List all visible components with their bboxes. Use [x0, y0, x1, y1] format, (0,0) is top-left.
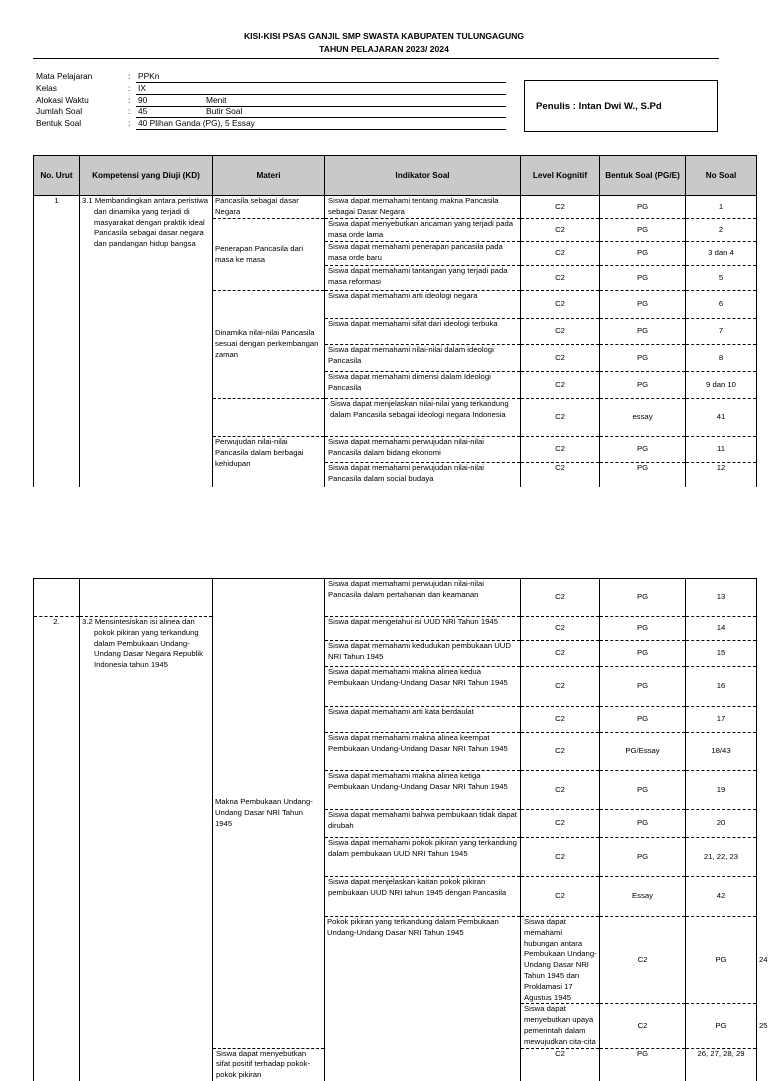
no-soal-cell: 18/43 — [686, 733, 757, 771]
indikator-cell: Siswa dapat memahami perwujudan nilai-nilai Pancasila dalam pertahanan dan keamanan — [325, 579, 521, 617]
col-header-kd: Kompetensi yang Diuji (KD) — [80, 156, 213, 196]
table-row: Pokok pikiran yang terkandung dalam Pembukaan Undang-Undang Dasar NRI Tahun 1945 Siswa dapat memahami hubungan antara Pembukaan Undang-Undang Dasar NRI Tahun 1945 dan Proklamasi 17 Agustus 1945 C2 PG 24 — [34, 917, 757, 1004]
kd-cell: 3.1 Membandingkan antara peristiwa dan dinamika yang terjadi di masyarakat dengan praktik ideal Pancasila sebagai dasar negara dan pandangan hidup bangsa — [80, 196, 213, 487]
meta-colon: : — [128, 118, 131, 129]
meta-colon: : — [128, 71, 131, 81]
bentuk-cell: PG — [600, 219, 686, 242]
bentuk-cell: PG — [600, 196, 686, 219]
meta-underline — [136, 82, 506, 83]
materi-cell: Perwujudan nilai-nilai Pancasila dalam berbagai kehidupan — [213, 437, 325, 487]
no-soal-cell: 11 — [686, 437, 757, 463]
no-soal-cell: 15 — [686, 641, 757, 667]
bentuk-cell: PG — [600, 667, 686, 707]
no-soal-cell: 5 — [686, 266, 757, 291]
bentuk-cell: PG — [600, 291, 686, 319]
meta-label: Kelas — [36, 82, 57, 93]
indikator-cell: Siswa dapat memahami tentang makna Pancasila sebagai Dasar Negara — [325, 196, 521, 219]
indikator-cell: Siswa dapat memahami makna alinea ketiga Pembukaan Undang-Undang Dasar NRI Tahun 1945 — [325, 771, 521, 810]
meta-value: 45 — [138, 106, 148, 117]
bentuk-cell: PG — [600, 771, 686, 810]
level-cell: C2 — [521, 1048, 600, 1081]
indikator-cell: Siswa dapat menyebutkan upaya pemerintah dalam mewujudkan cita-cita — [521, 1004, 600, 1048]
no-soal-cell: 7 — [686, 319, 757, 345]
level-cell: C2 — [521, 266, 600, 291]
no-soal-cell: 12 — [686, 463, 757, 487]
meta-underline — [136, 106, 506, 107]
no-soal-cell: 41 — [686, 399, 757, 437]
level-cell: C2 — [521, 399, 600, 437]
level-cell: C2 — [521, 242, 600, 266]
level-cell: C2 — [600, 1004, 686, 1048]
title-divider — [33, 58, 719, 59]
indikator-cell: Siswa dapat memahami penerapan pancasila pada masa orde baru — [325, 242, 521, 266]
row-number: 1 — [34, 196, 80, 487]
col-header-level: Level Kognitif — [521, 156, 600, 196]
no-soal-cell: 21, 22, 23 — [686, 838, 757, 877]
level-cell: C2 — [521, 372, 600, 399]
level-cell: C2 — [521, 617, 600, 641]
materi-cell: Makna Pembukaan Undang-Undang Dasar NRI Tahun 1945 — [213, 579, 325, 1049]
no-soal-cell: 2 — [686, 219, 757, 242]
level-cell: C2 — [521, 579, 600, 617]
no-soal-cell: 17 — [686, 707, 757, 733]
indikator-cell: Siswa dapat memahami makna alinea kedua Pembukaan Undang-Undang Dasar NRI Tahun 1945 — [325, 667, 521, 707]
bentuk-cell: PG — [600, 641, 686, 667]
meta-value: IX — [138, 82, 146, 93]
bentuk-cell: PG — [600, 372, 686, 399]
meta-value: PPKn — [138, 71, 160, 81]
kd-cell: 3.2 Mensintesiskan isi alinea dan pokok pikiran yang terkandung dalam Pembukaan Undang-Undang Dasar Negara Republik Indonesia tahun 1945 — [80, 617, 213, 1081]
bentuk-cell: PG — [600, 810, 686, 838]
meta-colon: : — [128, 106, 131, 117]
level-cell: C2 — [521, 771, 600, 810]
meta-value: 90 — [138, 94, 148, 105]
col-header-no-urut: No. Urut — [34, 156, 80, 196]
indikator-cell: Siswa dapat memahami nilai-nilai dalam ideologi Pancasila — [325, 345, 521, 372]
kisi-kisi-table-part2 — [33, 578, 768, 1081]
materi-cell-empty — [213, 399, 325, 437]
indikator-cell: Siswa dapat memahami kedudukan pembukaan UUD NRI Tahun 1945 — [325, 641, 521, 667]
document-title: KISI-KISI PSAS GANJIL SMP SWASTA KABUPATEN TULUNGAGUNG — [243, 31, 525, 41]
table-row: Siswa dapat menyebutkan upaya pemerintah dalam mewujudkan cita-cita C2 PG 25 — [34, 1004, 757, 1048]
materi-cell: Pokok pikiran yang terkandung dalam Pembukaan Undang-Undang Dasar NRI Tahun 1945 — [325, 917, 521, 1081]
meta-underline — [136, 129, 506, 130]
level-cell: C2 — [521, 707, 600, 733]
no-soal-cell: 20 — [686, 810, 757, 838]
indikator-cell: Siswa dapat menjelaskan kaitan pokok pikiran pembukaan UUD NRI tahun 1945 dengan Pancasila — [325, 877, 521, 917]
bentuk-cell: Essay — [600, 877, 686, 917]
no-soal-cell: 3 dan 4 — [686, 242, 757, 266]
level-cell: C2 — [521, 667, 600, 707]
indikator-cell: Siswa dapat memahami perwujudan nilai-nilai Pancasila dalam bidang ekonomi — [325, 437, 521, 463]
level-cell: C2 — [521, 291, 600, 319]
level-cell: C2 — [521, 877, 600, 917]
level-cell: C2 — [521, 733, 600, 771]
level-cell: C2 — [521, 437, 600, 463]
level-cell: C2 — [521, 463, 600, 487]
indikator-cell: Siswa dapat memahami pokok pikiran yang terkandung dalam pembukaan UUD NRI Tahun 1945 — [325, 838, 521, 877]
kd-cell-empty — [80, 579, 213, 617]
no-soal-cell: 1 — [686, 196, 757, 219]
indikator-cell: Siswa dapat menyebutkan ancaman yang terjadi pada masa orde lama — [325, 219, 521, 242]
indikator-cell: Siswa dapat memahami sifat dari ideologi terbuka — [325, 319, 521, 345]
level-cell: C2 — [521, 345, 600, 372]
indikator-cell: Siswa dapat memahami dimensi dalam Ideologi Pancasila — [325, 372, 521, 399]
no-soal-cell: 9 dan 10 — [686, 372, 757, 399]
table-header-row — [34, 156, 757, 196]
materi-cell: Dinamika nilai-nilai Pancasila sesuai dengan perkembangan zaman — [213, 291, 325, 399]
indikator-cell: Siswa dapat memahami perwujudan nilai-nilai Pancasila dalam social budaya — [325, 463, 521, 487]
kisi-kisi-table-part1 — [33, 155, 757, 487]
no-soal-cell: 19 — [686, 771, 757, 810]
meta-label: Jumlah Soal — [36, 106, 83, 117]
meta-label: Mata Pelajaran — [36, 71, 93, 81]
meta-underline — [136, 94, 506, 95]
table-row — [34, 579, 757, 617]
indikator-cell: Siswa dapat mengetahui isi UUD NRI Tahun 1945 — [325, 617, 521, 641]
level-cell: C2 — [521, 196, 600, 219]
no-soal-cell: 8 — [686, 345, 757, 372]
indikator-cell: Siswa dapat memahami tantangan yang terjadi pada masa reformasi — [325, 266, 521, 291]
level-cell: C2 — [521, 319, 600, 345]
level-cell: C2 — [521, 641, 600, 667]
no-soal-cell: 16 — [686, 667, 757, 707]
row-number: 2. — [34, 617, 80, 1081]
indikator-cell: Siswa dapat menjelaskan nilai-nilai yang terkandung dalam Pancasila sebagai ideologi negara Indonesia — [325, 399, 521, 437]
bentuk-cell: essay — [600, 399, 686, 437]
meta-value: 40 Plihan Ganda (PG), 5 Essay — [138, 118, 255, 129]
bentuk-cell: PG — [600, 707, 686, 733]
bentuk-cell: PG/Essay — [600, 733, 686, 771]
meta-unit: Menit — [206, 94, 227, 105]
bentuk-cell: PG — [686, 917, 757, 1004]
meta-colon: : — [128, 94, 131, 105]
indikator-cell: Siswa dapat memahami arti ideologi negara — [325, 291, 521, 319]
level-cell: C2 — [600, 917, 686, 1004]
bentuk-cell: PG — [600, 1048, 686, 1081]
no-soal-cell: 13 — [686, 579, 757, 617]
indikator-cell: Siswa dapat menyebutkan sifat positif terhadap pokok-pokok pikiran — [213, 1048, 325, 1081]
no-soal-cell: 6 — [686, 291, 757, 319]
materi-cell: Pancasila sebagai dasar Negara — [213, 196, 325, 219]
col-header-no-soal: No Soal — [686, 156, 757, 196]
col-header-indikator: Indikator Soal — [325, 156, 521, 196]
materi-cell: Penerapan Pancasila dari masa ke masa — [213, 219, 325, 291]
document-subtitle: TAHUN PELAJARAN 2023/ 2024 — [319, 44, 449, 54]
col-header-bentuk: Bentuk Soal (PG/E) — [600, 156, 686, 196]
bentuk-cell: PG — [600, 242, 686, 266]
level-cell: C2 — [521, 810, 600, 838]
bentuk-cell: PG — [686, 1004, 757, 1048]
no-soal-cell: 26, 27, 28, 29 — [686, 1048, 757, 1081]
bentuk-cell: PG — [600, 437, 686, 463]
table-row — [34, 617, 757, 641]
indikator-cell: Siswa dapat memahami bahwa pembukaan tidak dapat dirubah — [325, 810, 521, 838]
indikator-cell: Siswa dapat memahami arti kata berdaulat — [325, 707, 521, 733]
indikator-cell: Siswa dapat memahami makna alinea keempat Pembukaan Undang-Undang Dasar NRI Tahun 1945 — [325, 733, 521, 771]
bentuk-cell: PG — [600, 345, 686, 372]
bentuk-cell: PG — [600, 617, 686, 641]
level-cell: C2 — [521, 838, 600, 877]
bentuk-cell: PG — [600, 579, 686, 617]
author-box: Penulis : Intan Dwi W., S.Pd — [524, 80, 718, 132]
bentuk-cell: PG — [600, 319, 686, 345]
bentuk-cell: PG — [600, 838, 686, 877]
bentuk-cell: PG — [600, 463, 686, 487]
meta-label: Bentuk Soal — [36, 118, 82, 129]
col-header-materi: Materi — [213, 156, 325, 196]
row-number-empty — [34, 579, 80, 617]
no-soal-cell: 14 — [686, 617, 757, 641]
no-soal-cell: 42 — [686, 877, 757, 917]
meta-colon: : — [128, 82, 131, 93]
meta-label: Alokasi Waktu — [36, 94, 89, 105]
level-cell: C2 — [521, 219, 600, 242]
bentuk-cell: PG — [600, 266, 686, 291]
indikator-cell: Siswa dapat memahami hubungan antara Pembukaan Undang-Undang Dasar NRI Tahun 1945 dan Proklamasi 17 Agustus 1945 — [521, 917, 600, 1004]
meta-unit: Butir Soal — [206, 106, 243, 117]
table-row — [34, 196, 757, 219]
